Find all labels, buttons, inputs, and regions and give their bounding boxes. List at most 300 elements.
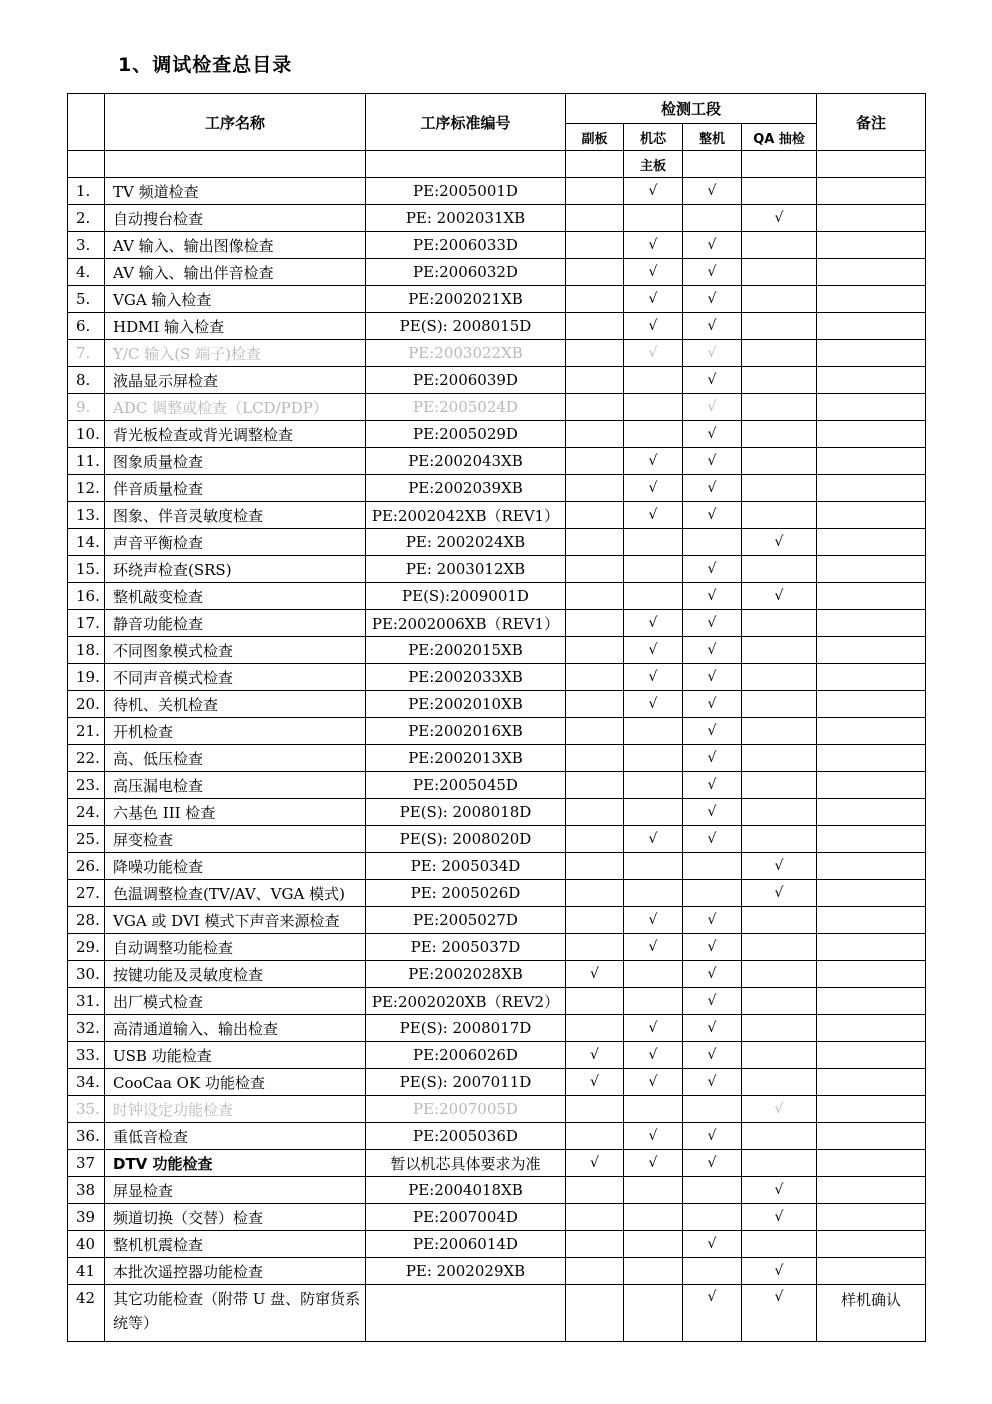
check-mark-icon: √ xyxy=(683,988,742,1015)
table-row xyxy=(68,448,926,475)
empty-check-cell xyxy=(624,367,683,394)
empty-check-cell xyxy=(566,556,624,583)
row-number: 13. xyxy=(68,502,105,529)
process-name: DTV 功能检查 xyxy=(105,1150,366,1177)
blank-cell xyxy=(366,151,566,178)
table-row xyxy=(68,529,926,556)
empty-check-cell xyxy=(566,610,624,637)
process-name: HDMI 输入检查 xyxy=(105,313,366,340)
empty-check-cell xyxy=(566,853,624,880)
process-name: 伴音质量检查 xyxy=(105,475,366,502)
remark-cell xyxy=(817,772,926,799)
remark-cell xyxy=(817,1015,926,1042)
process-code: PE(S): 2007011D xyxy=(366,1069,566,1096)
empty-check-cell xyxy=(566,1231,624,1258)
blank-cell xyxy=(742,151,817,178)
check-mark-icon: √ xyxy=(624,502,683,529)
remark-cell xyxy=(817,1096,926,1123)
table-row xyxy=(68,502,926,529)
check-mark-icon: √ xyxy=(683,583,742,610)
check-mark-icon: √ xyxy=(683,394,742,421)
check-mark-icon: √ xyxy=(624,907,683,934)
row-number: 29. xyxy=(68,934,105,961)
check-mark-icon: √ xyxy=(683,556,742,583)
remark-cell xyxy=(817,583,926,610)
process-name: 六基色 III 检查 xyxy=(105,799,366,826)
process-name: 不同图象模式检查 xyxy=(105,637,366,664)
empty-check-cell xyxy=(624,799,683,826)
empty-check-cell xyxy=(742,1042,817,1069)
remark-cell xyxy=(817,1069,926,1096)
remark-cell xyxy=(817,556,926,583)
remark-cell xyxy=(817,1177,926,1204)
row-number: 6. xyxy=(68,313,105,340)
process-code: PE(S): 2008018D xyxy=(366,799,566,826)
empty-check-cell xyxy=(624,745,683,772)
row-number: 3. xyxy=(68,232,105,259)
empty-check-cell xyxy=(566,988,624,1015)
row-number: 30. xyxy=(68,961,105,988)
check-mark-icon: √ xyxy=(624,664,683,691)
check-mark-icon: √ xyxy=(683,691,742,718)
empty-check-cell xyxy=(566,205,624,232)
table-row xyxy=(68,637,926,664)
process-code: PE:2002020XB（REV2） xyxy=(366,988,566,1015)
empty-check-cell xyxy=(742,556,817,583)
check-mark-icon: √ xyxy=(683,610,742,637)
check-mark-icon: √ xyxy=(683,718,742,745)
process-code: PE:2006032D xyxy=(366,259,566,286)
empty-check-cell xyxy=(742,340,817,367)
check-mark-icon: √ xyxy=(683,232,742,259)
check-mark-icon: √ xyxy=(683,178,742,205)
process-code: PE:2002043XB xyxy=(366,448,566,475)
remark-cell xyxy=(817,286,926,313)
check-mark-icon: √ xyxy=(683,1042,742,1069)
check-mark-icon: √ xyxy=(683,475,742,502)
table-row xyxy=(68,1285,926,1342)
remark-cell xyxy=(817,637,926,664)
remark-cell xyxy=(817,475,926,502)
process-name: 待机、关机检查 xyxy=(105,691,366,718)
row-number: 27. xyxy=(68,880,105,907)
table-row xyxy=(68,1015,926,1042)
check-mark-icon: √ xyxy=(683,448,742,475)
row-number: 24. xyxy=(68,799,105,826)
process-name: 背光板检查或背光调整检查 xyxy=(105,421,366,448)
empty-check-cell xyxy=(624,1285,683,1342)
process-code: PE(S): 2008017D xyxy=(366,1015,566,1042)
table-row xyxy=(68,583,926,610)
process-code: PE:2002013XB xyxy=(366,745,566,772)
process-code: PE:2002033XB xyxy=(366,664,566,691)
process-name: CooCaa OK 功能检查 xyxy=(105,1069,366,1096)
empty-check-cell xyxy=(624,1096,683,1123)
remark-cell xyxy=(817,799,926,826)
process-name: 其它功能检查（附带 U 盘、防窜货系统等） xyxy=(105,1285,366,1342)
empty-check-cell xyxy=(566,421,624,448)
row-number: 35. xyxy=(68,1096,105,1123)
table-row xyxy=(68,286,926,313)
row-number: 7. xyxy=(68,340,105,367)
process-code: PE:2005027D xyxy=(366,907,566,934)
check-mark-icon: √ xyxy=(683,907,742,934)
empty-check-cell xyxy=(742,394,817,421)
process-name: 图象、伴音灵敏度检查 xyxy=(105,502,366,529)
table-row xyxy=(68,1096,926,1123)
row-number: 31. xyxy=(68,988,105,1015)
process-code: PE:2002042XB（REV1） xyxy=(366,502,566,529)
blank-cell xyxy=(105,151,366,178)
process-code: PE:2007005D xyxy=(366,1096,566,1123)
table-row xyxy=(68,421,926,448)
table-row xyxy=(68,259,926,286)
empty-check-cell xyxy=(742,313,817,340)
empty-check-cell xyxy=(624,583,683,610)
remark-cell xyxy=(817,502,926,529)
process-code xyxy=(366,1285,566,1342)
remark-cell xyxy=(817,421,926,448)
row-number: 19. xyxy=(68,664,105,691)
empty-check-cell xyxy=(566,1096,624,1123)
check-mark-icon: √ xyxy=(683,1123,742,1150)
blank-cell xyxy=(817,151,926,178)
process-name: 屏显检查 xyxy=(105,1177,366,1204)
row-number: 41 xyxy=(68,1258,105,1285)
empty-check-cell xyxy=(742,745,817,772)
process-code: PE:2006039D xyxy=(366,367,566,394)
empty-check-cell xyxy=(624,1204,683,1231)
empty-check-cell xyxy=(742,1123,817,1150)
header-col-qa: QA 抽检 xyxy=(742,124,817,151)
process-name: 高、低压检查 xyxy=(105,745,366,772)
row-number: 15. xyxy=(68,556,105,583)
process-name: 整机机震检查 xyxy=(105,1231,366,1258)
remark-cell xyxy=(817,448,926,475)
empty-check-cell xyxy=(566,529,624,556)
process-code: PE: 2005026D xyxy=(366,880,566,907)
process-code: PE:2006014D xyxy=(366,1231,566,1258)
table-row xyxy=(68,718,926,745)
check-mark-icon: √ xyxy=(683,745,742,772)
empty-check-cell xyxy=(566,691,624,718)
check-mark-icon: √ xyxy=(683,664,742,691)
remark-cell xyxy=(817,853,926,880)
blank-cell xyxy=(683,151,742,178)
table-row xyxy=(68,556,926,583)
check-mark-icon: √ xyxy=(624,286,683,313)
process-code: PE:2005045D xyxy=(366,772,566,799)
check-mark-icon: √ xyxy=(683,1069,742,1096)
remark-cell xyxy=(817,394,926,421)
table-row xyxy=(68,745,926,772)
check-mark-icon: √ xyxy=(683,1015,742,1042)
process-name: ADC 调整或检查（LCD/PDP） xyxy=(105,394,366,421)
process-code: PE: 2005034D xyxy=(366,853,566,880)
process-name: 静音功能检查 xyxy=(105,610,366,637)
remark-cell xyxy=(817,745,926,772)
page-title: 1、调试检查总目录 xyxy=(118,54,293,76)
table-row xyxy=(68,826,926,853)
row-number: 20. xyxy=(68,691,105,718)
header-stage: 检测工段 xyxy=(566,94,817,124)
header-col-chassis: 机芯 xyxy=(624,124,683,151)
process-name: 环绕声检查(SRS) xyxy=(105,556,366,583)
table-row xyxy=(68,340,926,367)
remark-cell xyxy=(817,178,926,205)
process-name: 本批次遥控器功能检查 xyxy=(105,1258,366,1285)
check-mark-icon: √ xyxy=(683,1150,742,1177)
check-mark-icon: √ xyxy=(683,934,742,961)
check-mark-icon: √ xyxy=(624,178,683,205)
empty-check-cell xyxy=(566,178,624,205)
row-number: 1. xyxy=(68,178,105,205)
check-mark-icon: √ xyxy=(624,1015,683,1042)
table-row xyxy=(68,691,926,718)
check-mark-icon: √ xyxy=(683,1285,742,1342)
header-sub-mainboard: 主板 xyxy=(624,151,683,178)
header-remark: 备注 xyxy=(817,94,926,151)
process-code: PE:2005024D xyxy=(366,394,566,421)
table-row xyxy=(68,205,926,232)
process-name: 时钟设定功能检查 xyxy=(105,1096,366,1123)
remark-cell xyxy=(817,907,926,934)
remark-cell xyxy=(817,1258,926,1285)
header-no xyxy=(68,94,105,151)
empty-check-cell xyxy=(566,637,624,664)
empty-check-cell xyxy=(566,232,624,259)
header-process-name: 工序名称 xyxy=(105,94,366,151)
empty-check-cell xyxy=(566,799,624,826)
process-code: PE:2002010XB xyxy=(366,691,566,718)
process-code: PE:2005001D xyxy=(366,178,566,205)
empty-check-cell xyxy=(566,286,624,313)
table-row xyxy=(68,1204,926,1231)
empty-check-cell xyxy=(566,1285,624,1342)
check-mark-icon: √ xyxy=(683,367,742,394)
process-code: PE:2002028XB xyxy=(366,961,566,988)
table-row xyxy=(68,1231,926,1258)
remark-cell xyxy=(817,610,926,637)
row-number: 10. xyxy=(68,421,105,448)
row-number: 28. xyxy=(68,907,105,934)
check-mark-icon: √ xyxy=(683,1231,742,1258)
check-mark-icon: √ xyxy=(624,637,683,664)
table-row xyxy=(68,1069,926,1096)
remark-cell xyxy=(817,988,926,1015)
empty-check-cell xyxy=(566,340,624,367)
remark-cell xyxy=(817,664,926,691)
empty-check-cell xyxy=(566,583,624,610)
empty-check-cell xyxy=(624,394,683,421)
table-row xyxy=(68,880,926,907)
process-code: PE:2006033D xyxy=(366,232,566,259)
empty-check-cell xyxy=(566,448,624,475)
row-number: 40 xyxy=(68,1231,105,1258)
empty-check-cell xyxy=(683,205,742,232)
empty-check-cell xyxy=(742,448,817,475)
empty-check-cell xyxy=(566,880,624,907)
empty-check-cell xyxy=(742,502,817,529)
remark-cell: 样机确认 xyxy=(817,1285,926,1342)
row-number: 39 xyxy=(68,1204,105,1231)
empty-check-cell xyxy=(742,178,817,205)
process-code: PE(S): 2008015D xyxy=(366,313,566,340)
check-mark-icon: √ xyxy=(624,313,683,340)
empty-check-cell xyxy=(624,961,683,988)
check-mark-icon: √ xyxy=(683,772,742,799)
check-mark-icon: √ xyxy=(683,421,742,448)
check-mark-icon: √ xyxy=(742,1204,817,1231)
table-row xyxy=(68,853,926,880)
process-name: 液晶显示屏检查 xyxy=(105,367,366,394)
row-number: 17. xyxy=(68,610,105,637)
row-number: 9. xyxy=(68,394,105,421)
check-mark-icon: √ xyxy=(624,1042,683,1069)
process-name: 出厂模式检查 xyxy=(105,988,366,1015)
check-mark-icon: √ xyxy=(683,340,742,367)
table-row xyxy=(68,799,926,826)
empty-check-cell xyxy=(624,529,683,556)
process-name: USB 功能检查 xyxy=(105,1042,366,1069)
empty-check-cell xyxy=(566,1204,624,1231)
check-mark-icon: √ xyxy=(742,1285,817,1342)
process-name: 降噪功能检查 xyxy=(105,853,366,880)
remark-cell xyxy=(817,259,926,286)
row-number: 2. xyxy=(68,205,105,232)
row-number: 8. xyxy=(68,367,105,394)
row-number: 4. xyxy=(68,259,105,286)
empty-check-cell xyxy=(566,907,624,934)
row-number: 38 xyxy=(68,1177,105,1204)
empty-check-cell xyxy=(742,286,817,313)
empty-check-cell xyxy=(566,367,624,394)
process-name: 声音平衡检查 xyxy=(105,529,366,556)
check-mark-icon: √ xyxy=(742,583,817,610)
empty-check-cell xyxy=(624,988,683,1015)
table-row xyxy=(68,1177,926,1204)
remark-cell xyxy=(817,691,926,718)
process-code: PE:2003022XB xyxy=(366,340,566,367)
process-code: PE:2002006XB（REV1） xyxy=(366,610,566,637)
process-name: 自动调整功能检查 xyxy=(105,934,366,961)
process-name: VGA 或 DVI 模式下声音来源检查 xyxy=(105,907,366,934)
table-row xyxy=(68,475,926,502)
process-code: PE: 2002031XB xyxy=(366,205,566,232)
empty-check-cell xyxy=(566,1123,624,1150)
process-name: 高压漏电检查 xyxy=(105,772,366,799)
check-mark-icon: √ xyxy=(683,259,742,286)
empty-check-cell xyxy=(742,1069,817,1096)
process-name: 重低音检查 xyxy=(105,1123,366,1150)
remark-cell xyxy=(817,1150,926,1177)
empty-check-cell xyxy=(742,259,817,286)
table-row xyxy=(68,1150,926,1177)
row-number: 21. xyxy=(68,718,105,745)
check-mark-icon: √ xyxy=(624,1069,683,1096)
check-mark-icon: √ xyxy=(683,961,742,988)
process-name: 不同声音模式检查 xyxy=(105,664,366,691)
remark-cell xyxy=(817,880,926,907)
empty-check-cell xyxy=(624,205,683,232)
check-mark-icon: √ xyxy=(742,529,817,556)
remark-cell xyxy=(817,1123,926,1150)
table-row xyxy=(68,772,926,799)
process-code: PE:2004018XB xyxy=(366,1177,566,1204)
empty-check-cell xyxy=(624,880,683,907)
process-name: 色温调整检查(TV/AV、VGA 模式) xyxy=(105,880,366,907)
remark-cell xyxy=(817,529,926,556)
check-mark-icon: √ xyxy=(683,502,742,529)
check-mark-icon: √ xyxy=(624,448,683,475)
empty-check-cell xyxy=(742,988,817,1015)
row-number: 23. xyxy=(68,772,105,799)
check-mark-icon: √ xyxy=(624,232,683,259)
process-name: 高清通道输入、输出检查 xyxy=(105,1015,366,1042)
row-number: 36. xyxy=(68,1123,105,1150)
remark-cell xyxy=(817,313,926,340)
empty-check-cell xyxy=(624,718,683,745)
empty-check-cell xyxy=(566,259,624,286)
check-mark-icon: √ xyxy=(742,853,817,880)
process-code: PE:2002015XB xyxy=(366,637,566,664)
remark-cell xyxy=(817,934,926,961)
table-row xyxy=(68,988,926,1015)
empty-check-cell xyxy=(742,1150,817,1177)
empty-check-cell xyxy=(742,961,817,988)
row-number: 16. xyxy=(68,583,105,610)
process-code: 暂以机芯具体要求为准 xyxy=(366,1150,566,1177)
check-mark-icon: √ xyxy=(742,1258,817,1285)
process-name: TV 频道检查 xyxy=(105,178,366,205)
process-code: PE:2002021XB xyxy=(366,286,566,313)
empty-check-cell xyxy=(624,772,683,799)
empty-check-cell xyxy=(683,1258,742,1285)
empty-check-cell xyxy=(566,1015,624,1042)
process-code: PE:2005029D xyxy=(366,421,566,448)
empty-check-cell xyxy=(683,1096,742,1123)
table-row xyxy=(68,313,926,340)
empty-check-cell xyxy=(624,853,683,880)
table-row xyxy=(68,907,926,934)
check-mark-icon: √ xyxy=(742,880,817,907)
check-mark-icon: √ xyxy=(683,286,742,313)
remark-cell xyxy=(817,1231,926,1258)
header-process-code: 工序标准编号 xyxy=(366,94,566,151)
empty-check-cell xyxy=(683,529,742,556)
table-row xyxy=(68,394,926,421)
remark-cell xyxy=(817,340,926,367)
table-row xyxy=(68,934,926,961)
process-name: AV 输入、输出图像检查 xyxy=(105,232,366,259)
row-number: 5. xyxy=(68,286,105,313)
process-code: PE(S):2009001D xyxy=(366,583,566,610)
check-mark-icon: √ xyxy=(624,826,683,853)
check-mark-icon: √ xyxy=(742,1177,817,1204)
empty-check-cell xyxy=(742,691,817,718)
remark-cell xyxy=(817,1042,926,1069)
empty-check-cell xyxy=(624,1177,683,1204)
check-mark-icon: √ xyxy=(624,340,683,367)
inspection-table xyxy=(67,93,926,1342)
empty-check-cell xyxy=(742,718,817,745)
remark-cell xyxy=(817,1204,926,1231)
check-mark-icon: √ xyxy=(624,475,683,502)
empty-check-cell xyxy=(566,745,624,772)
empty-check-cell xyxy=(742,637,817,664)
check-mark-icon: √ xyxy=(566,1042,624,1069)
empty-check-cell xyxy=(742,610,817,637)
